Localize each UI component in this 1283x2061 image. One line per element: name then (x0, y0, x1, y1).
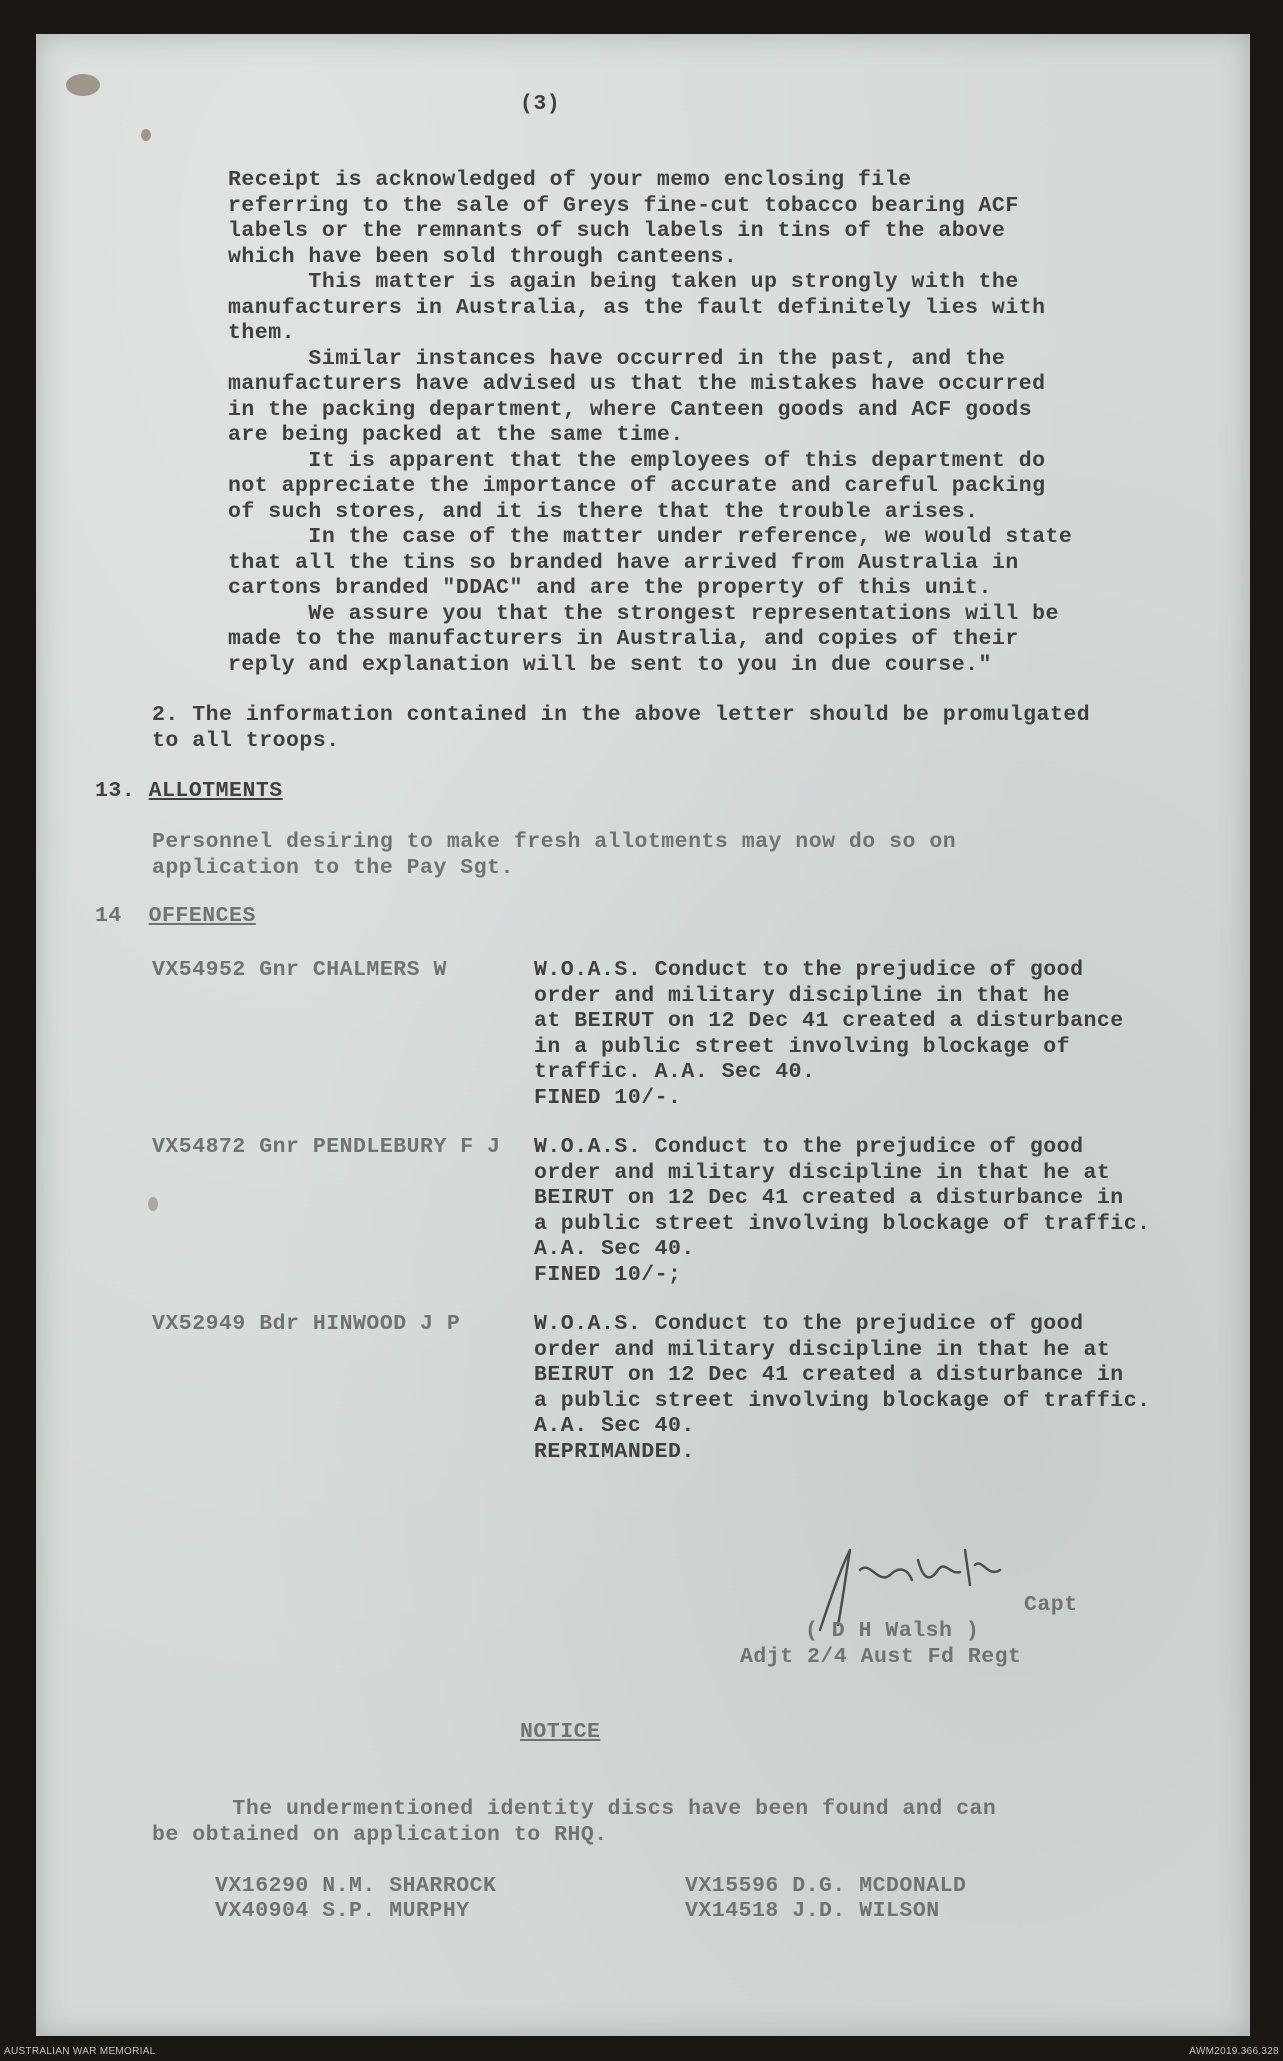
ink-stain (66, 74, 100, 96)
paragraph-2: 2. The information contained in the above letter should be promulgated to all troops. (152, 703, 1091, 753)
notice-body: The undermentioned identity discs have been found and can be obtained on application to RHQ. (152, 1797, 997, 1847)
offence-soldier: VX54872 Gnr PENDLEBURY F J (152, 1135, 501, 1159)
footer-institution: AUSTRALIAN WAR MEMORIAL (4, 2046, 156, 2057)
quoted-letter: Receipt is acknowledged of your memo enclosing file referring to the sale of Greys fine-cut tobacco bearing ACF labels or the remnants of such labels in tins of the above which have been sold through canteens. This matter is again being taken up strongly with the manufacturers in Australia, as the fault definitely lies with them. Similar instances have occurred in the past, and the manufacturers have advised us that the mistakes have occurred in the packing department, where Canteen goods and ACF goods are being packed at the same time. It is apparent that the employees of this department do not appreciate the importance of accurate and careful packing of such stores, and it is there that the trouble arises. In the case of the matter under reference, we would state that all the tins so branded have arrived from Australia in cartons branded "DDAC" and are the property of this unit. We assure you that the strongest representations will be made to the manufacturers in Australia, and copies of their reply and explanation will be sent to you in due course." (228, 168, 1073, 677)
identity-disc: VX14518 J.D. WILSON (685, 1899, 940, 1923)
identity-disc: VX16290 N.M. SHARROCK (215, 1874, 497, 1898)
identity-disc: VX40904 S.P. MURPHY (215, 1899, 470, 1923)
rust-stain (148, 1197, 158, 1211)
signature-appointment: Adjt 2/4 Aust Fd Regt (740, 1645, 1022, 1669)
identity-disc: VX15596 D.G. MCDONALD (685, 1874, 967, 1898)
section-13-number: 13. (95, 779, 136, 803)
offence-text: W.O.A.S. Conduct to the prejudice of good order and military discipline in that he at BEIRUT on 12 Dec 41 created a disturbance in a public street involving blockage of traffic. A.A. Sec 40. FINED 10/-; (534, 1135, 1151, 1287)
section-13-title: ALLOTMENTS (148, 779, 283, 803)
offence-text: W.O.A.S. Conduct to the prejudice of good order and military discipline in that he at BEIRUT on 12 Dec 41 created a disturbance in a public street involving blockage of traffic. A.A. Sec 40. REPRIMANDED. (534, 1312, 1151, 1464)
section-14-title: OFFENCES (148, 904, 256, 928)
signature-rank: Capt (1024, 1593, 1078, 1617)
footer-accession-number: AWM2019.366.328 (1189, 2046, 1279, 2057)
section-13-heading (95, 779, 283, 805)
page-number: (3) (520, 92, 561, 116)
offence-soldier: VX52949 Bdr HINWOOD J P (152, 1312, 461, 1336)
notice-title: NOTICE (520, 1720, 601, 1744)
offence-text: W.O.A.S. Conduct to the prejudice of good order and military discipline in that he at BEIRUT on 12 Dec 41 created a disturbance in a public street involving blockage of traffic. A.A. Sec 40. FINED 10/-. (534, 958, 1124, 1110)
section-13-body: Personnel desiring to make fresh allotments may now do so on application to the Pay Sgt. (152, 830, 957, 880)
ink-stain (141, 129, 151, 141)
offence-soldier: VX54952 Gnr CHALMERS W (152, 958, 447, 982)
signature-name: ( D H Walsh ) (805, 1619, 980, 1643)
section-14-heading (95, 904, 256, 930)
section-14-number: 14 (95, 904, 122, 928)
